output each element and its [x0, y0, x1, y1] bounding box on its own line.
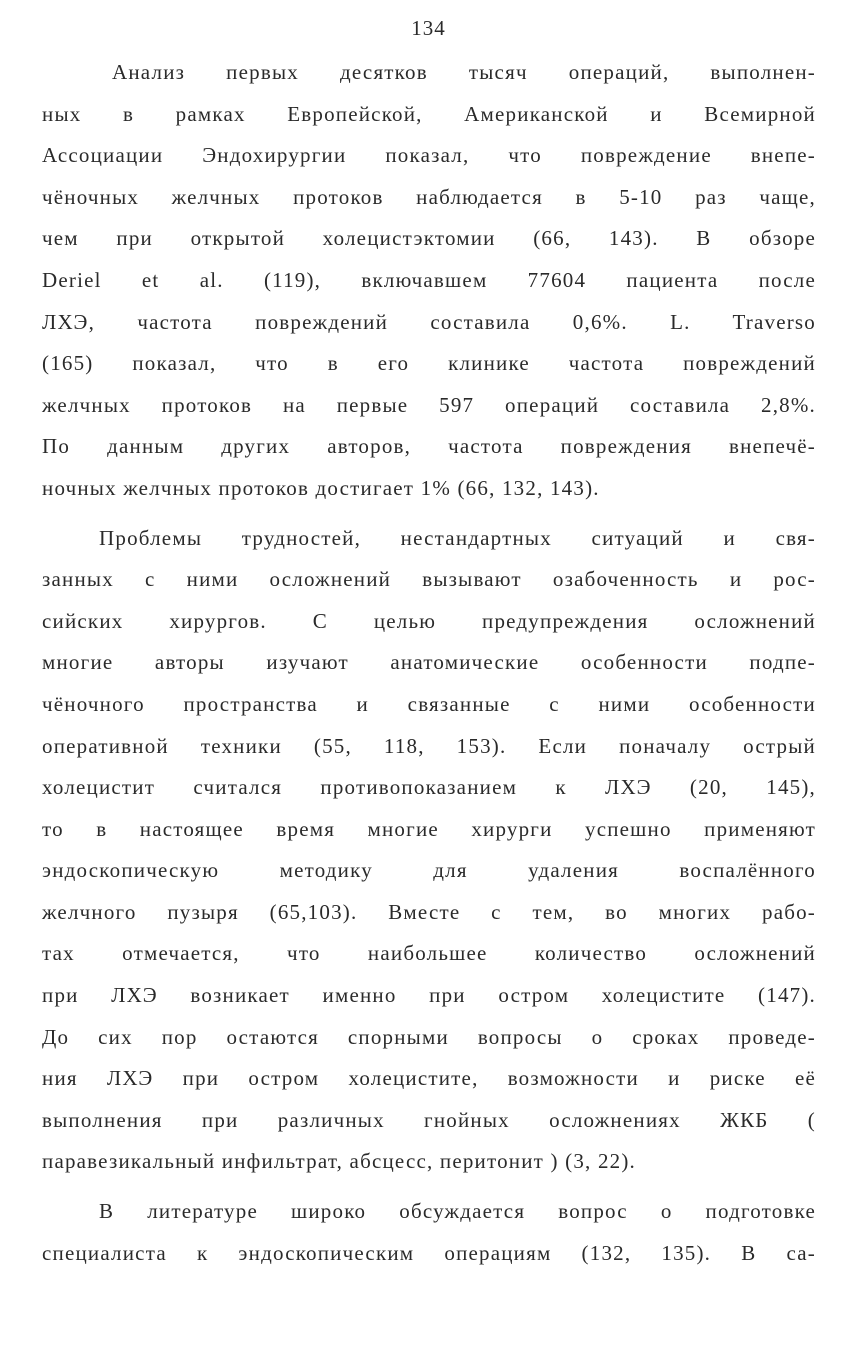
- text-line: многие авторы изучают анатомические особенности подпе-: [42, 650, 816, 675]
- text-line: сийских хирургов. С целью предупреждения осложнений: [42, 608, 816, 633]
- text-line: Проблемы трудностей, нестандартных ситуаций и свя-: [99, 525, 816, 550]
- text-line: специалиста к эндоскопическим операциям (132, 135). В са-: [42, 1240, 816, 1265]
- text-line: оперативной техники (55, 118, 153). Если поначалу острый: [42, 733, 816, 758]
- text-line: то в настоящее время многие хирурги успешно применяют: [42, 816, 816, 841]
- text-line: ния ЛХЭ при остром холецистите, возможности и риске её: [42, 1066, 816, 1091]
- document-body: [42, 52, 816, 1274]
- text-line: Анализ первых десятков тысяч операций, выполнен-: [112, 60, 816, 84]
- text-line: эндоскопическую методику для удаления воспалённого: [42, 858, 816, 883]
- text-line: ночных желчных протоков достигает 1% (66, 132, 143).: [42, 475, 600, 500]
- text-line: выполнения при различных гнойных осложнениях ЖКБ (: [42, 1107, 816, 1132]
- text-line: До сих пор остаются спорными вопросы о сроках проведе-: [42, 1024, 816, 1049]
- paragraph: [42, 1191, 816, 1274]
- text-line: паравезикальный инфильтрат, абсцесс, перитонит ) (3, 22).: [42, 1149, 636, 1174]
- text-line: ЛХЭ, частота повреждений составила 0,6%. L. Traverso: [42, 309, 816, 334]
- text-line: Ассоциации Эндохирургии показал, что повреждение внепе-: [42, 143, 816, 168]
- text-line: холецистит считался противопоказанием к ЛХЭ (20, 145),: [42, 775, 816, 800]
- text-line: занных с ними осложнений вызывают озабоченность и рос-: [42, 567, 816, 592]
- text-line: чёночных желчных протоков наблюдается в 5-10 раз чаще,: [42, 184, 816, 209]
- paragraph: [42, 518, 816, 1184]
- text-line: желчного пузыря (65,103). Вместе с тем, во многих рабо-: [42, 899, 816, 924]
- paragraph: [42, 52, 816, 510]
- text-line: (165) показал, что в его клинике частота повреждений: [42, 351, 816, 376]
- text-line: ных в рамках Европейской, Американской и Всемирной: [42, 101, 816, 126]
- text-line: при ЛХЭ возникает именно при остром холецистите (147).: [42, 983, 816, 1008]
- text-line: чёночного пространства и связанные с ними особенности: [42, 691, 816, 716]
- page-number: 134: [411, 16, 446, 40]
- text-line: Deriel et al. (119), включавшем 77604 пациента после: [42, 267, 816, 292]
- text-line: По данным других авторов, частота повреждения внепечё-: [42, 434, 816, 459]
- text-line: желчных протоков на первые 597 операций составила 2,8%.: [42, 392, 816, 417]
- text-line: В литературе широко обсуждается вопрос о подготовке: [99, 1199, 816, 1224]
- text-line: тах отмечается, что наибольшее количество осложнений: [42, 941, 816, 966]
- text-line: чем при открытой холецистэктомии (66, 143). В обзоре: [42, 226, 816, 251]
